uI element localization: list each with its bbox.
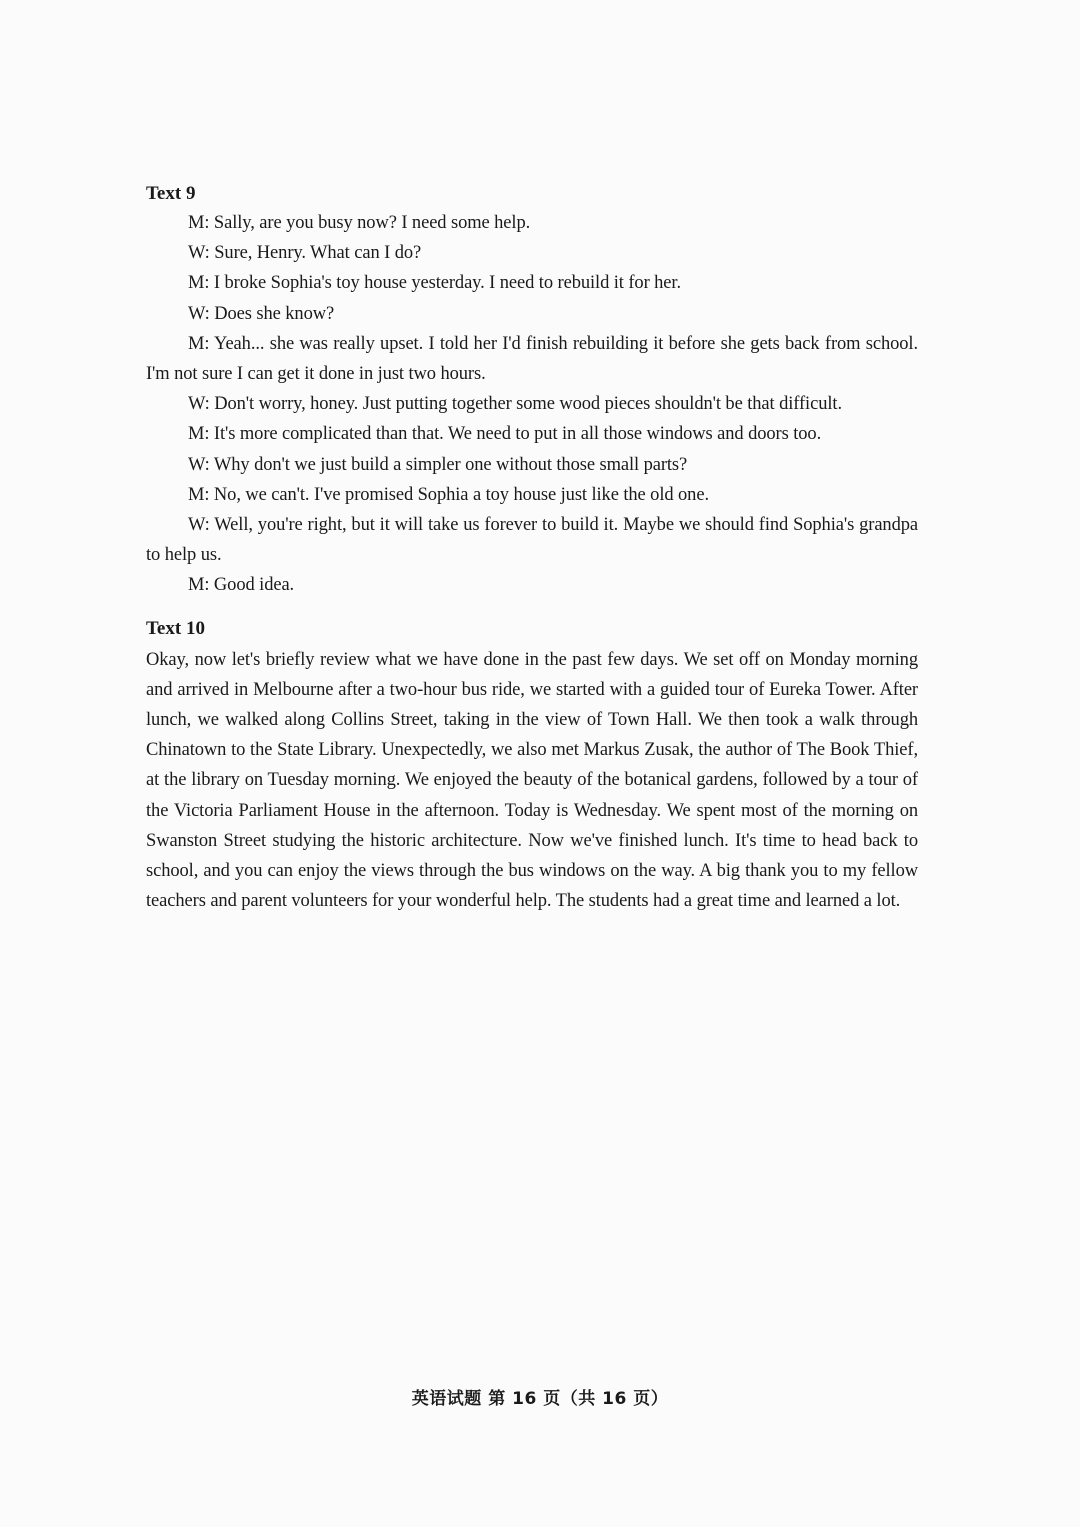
text9-section [146, 180, 918, 601]
dialog-line: M: It's more complicated than that. We need to put in all those windows and doors too. [188, 424, 822, 445]
dialog-line: M: No, we can't. I've promised Sophia a toy house just like the old one. [188, 484, 709, 505]
text10-paragraph: Okay, now let's briefly review what we have done in the past few days. We set off on Monday morning and arrived in Melbourne after a two-hour bus ride, we started with a guided tour of Eureka Tower. After lunch, we walked along Collins Street, taking in the view of Town Hall. We then took a walk through Chinatown to the State Library. Unexpectedly, we also met Markus Zusak, the author of The Book Thief, at the library on Tuesday morning. We enjoyed the beauty of the botanical gardens, followed by a tour of the Victoria Parliament House in the afternoon. Today is Wednesday. We spent most of the morning on Swanston Street studying the historic architecture. Now we've finished lunch. It's time to head back to school, and you can enjoy the views through the bus windows on the way. A big thank you to my fellow teachers and parent volunteers for your wonderful help. The students had a great time and learned a lot. [146, 649, 918, 912]
text10-section [146, 615, 918, 917]
dialog-line: W: Don't worry, honey. Just putting together some wood pieces shouldn't be that difficult. [188, 394, 842, 415]
page-content [146, 180, 918, 916]
dialog-line: W: Why don't we just build a simpler one without those small parts? [188, 454, 688, 475]
dialog-line: M: Sally, are you busy now? I need some help. [188, 213, 531, 233]
dialog-line: W: Sure, Henry. What can I do? [188, 243, 422, 264]
dialog-line: M: Yeah... she was really upset. I told her I'd finish rebuilding it before she gets back from school. I'm not sure I can get it done in just two hours. [146, 333, 918, 385]
page-footer: 英语试题 第 16 页（共 16 页） [411, 1389, 669, 1409]
dialog-line: M: I broke Sophia's toy house yesterday. I need to rebuild it for her. [188, 273, 681, 294]
text9-title: Text 9 [146, 183, 196, 204]
dialog-line: W: Does she know? [188, 303, 335, 324]
dialog-line: M: Good idea. [188, 575, 295, 596]
dialog-line: W: Well, you're right, but it will take us forever to build it. Maybe we should find Sophia's grandpa to help us. [146, 515, 918, 566]
text10-title: Text 10 [146, 617, 205, 639]
